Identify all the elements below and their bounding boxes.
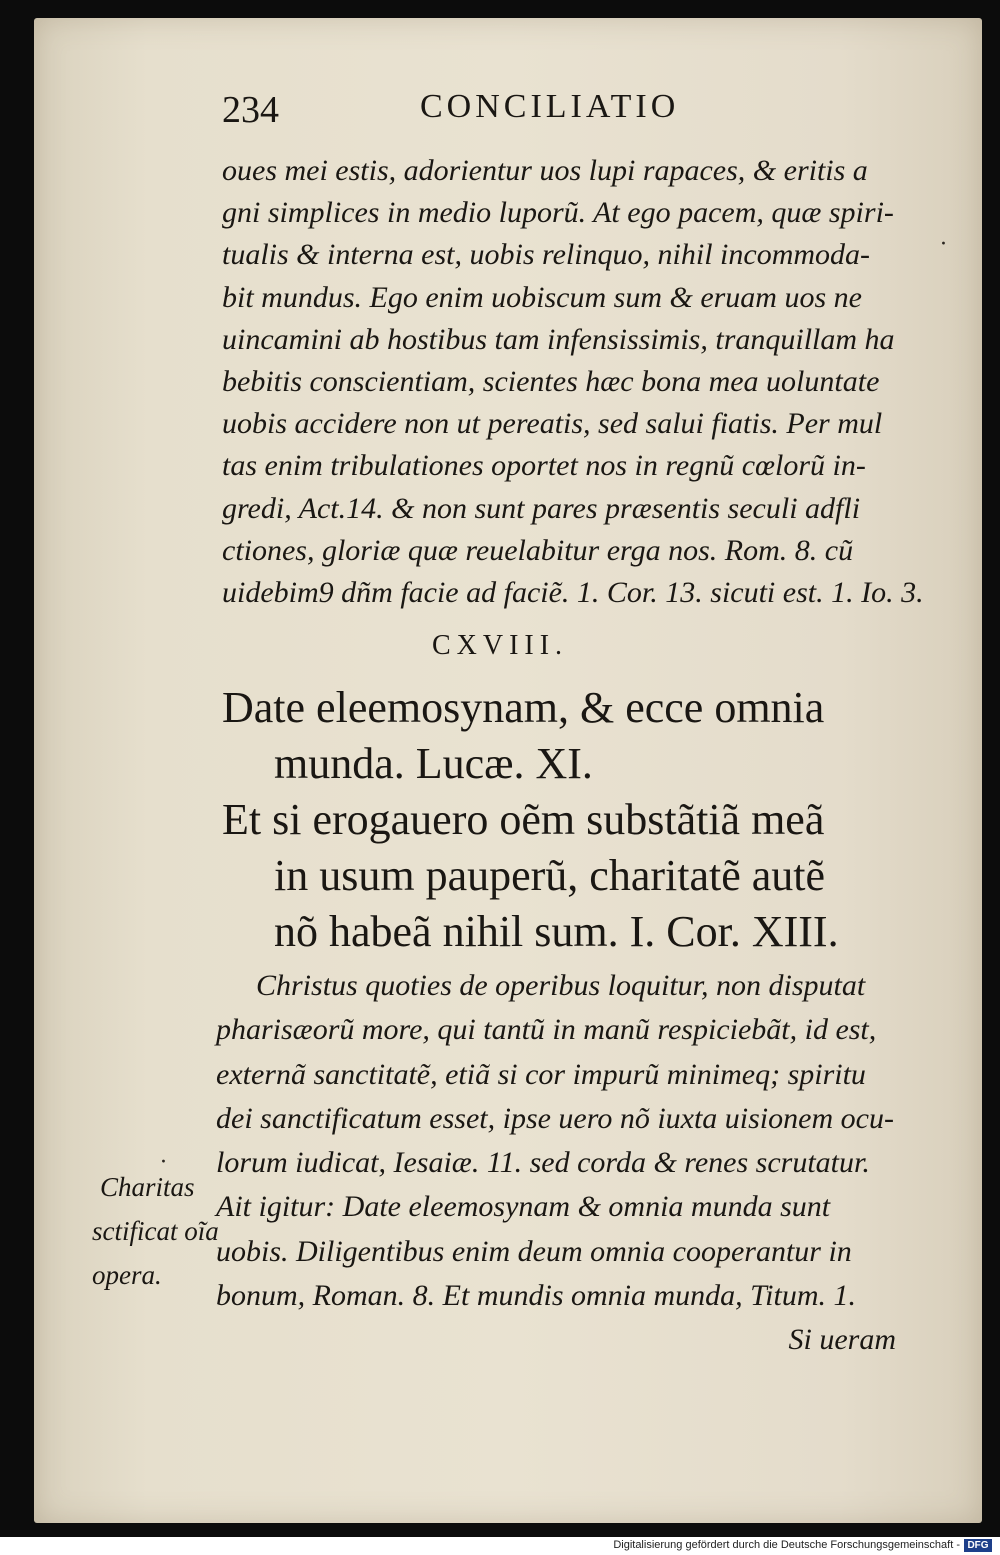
text-line: uincamini ab hostibus tam infensissimis, tranquillam ha [222,322,895,356]
text-line: uidebim9 dñm facie ad faciẽ. 1. Cor. 13. sicuti est. 1. Io. 3. [222,576,924,610]
text-line: Christus quoties de operibus loquitur, non disputat [256,969,866,1002]
verse-line: Et si erogauero oẽm substãtiã meã [222,795,825,844]
marginal-line: opera. [92,1260,162,1290]
verse-line: nõ habeã nihil sum. I. Cor. XIII. [274,907,839,956]
text-line: pharisæorũ more, qui tantũ in manũ respiciebãt, id est, [216,1013,877,1047]
text-line: bonum, Roman. 8. Et mundis omnia munda, Titum. 1. [216,1279,857,1313]
text-line: externã sanctitatẽ, etiã si cor impurũ minimeq; spiritu [216,1057,866,1091]
ink-speck: · [940,232,947,257]
verse-heading-block [222,680,922,960]
text-line: uobis accidere non ut pereatis, sed salui fiatis. Per mul [222,407,883,441]
marginal-line: sctificat oĩa [92,1216,219,1246]
text-line: bebitis conscientiam, scientes hæc bona mea uoluntate [222,365,880,399]
text-line: oues mei estis, adorientur uos lupi rapaces, & eritis a [222,154,868,187]
body-text-block [222,150,924,614]
marginal-line: Charitas [100,1172,195,1202]
marginal-note [92,1165,219,1297]
verse-line: Date eleemosynam, & ecce omnia [222,683,825,732]
ink-speck: · [160,1150,167,1175]
text-line: gni simplices in medio luporũ. At ego pacem, quæ spiri- [222,196,894,230]
text-line: ctiones, gloriæ quæ reuelabitur erga nos. Rom. 8. cũ [222,533,854,567]
text-line: tas enim tribulationes oportet nos in regnũ cœlorũ in- [222,449,866,483]
footer-credit: Digitalisierung gefördert durch die Deutsche Forschungsgemeinschaft - [613,1539,960,1551]
section-numeral: CXVIII. [431,630,569,661]
dfg-logo-icon: DFG [964,1539,992,1552]
text-line: dei sanctificatum esset, ipse uero nõ iuxta uisionem ocu- [216,1101,894,1135]
page-number: 234 [222,89,279,131]
text-line: gredi, Act.14. & non sunt pares præsentis seculi adfli [222,491,861,525]
commentary-text-block [216,964,906,1363]
text-line: lorum iudicat, Iesaiæ. 11. sed corda & renes scrutatur. [216,1146,870,1180]
verse-line: in usum pauperũ, charitatẽ autẽ [274,851,826,900]
verse-line: munda. Lucæ. XI. [274,739,593,788]
text-line: tualis & interna est, uobis relinquo, nihil incommoda- [222,238,871,272]
catchword: Si ueram [788,1323,896,1357]
text-line: uobis. Diligentibus enim deum omnia cooperantur in [216,1234,852,1268]
text-line: bit mundus. Ego enim uobiscum sum & eruam uos ne [222,280,862,314]
text-line: Ait igitur: Date eleemosynam & omnia munda sunt [216,1190,831,1224]
running-head: CONCILIATIO [420,88,680,125]
